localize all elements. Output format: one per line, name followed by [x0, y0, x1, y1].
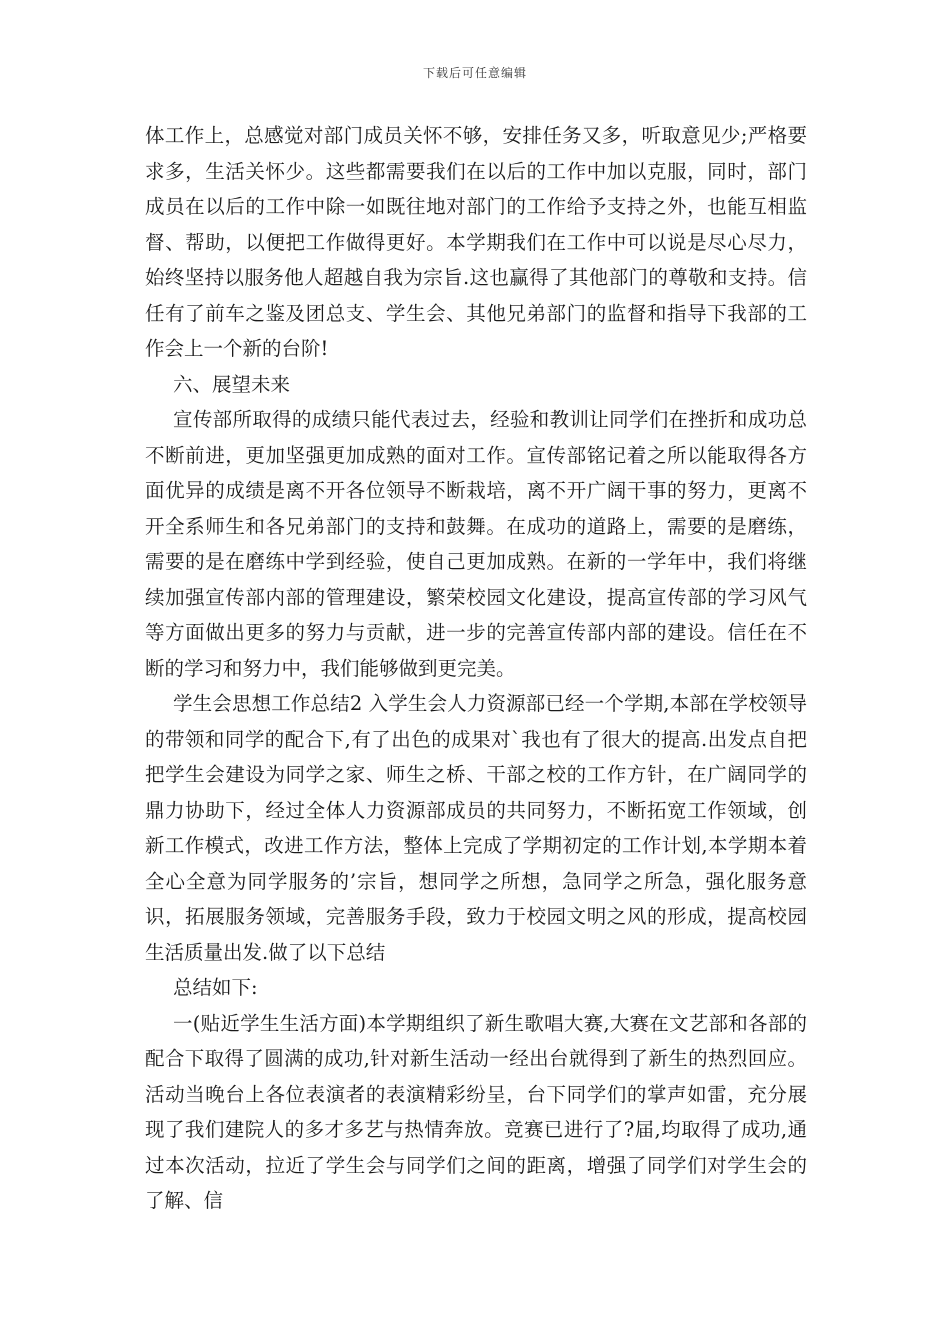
- paragraph-continuation: 体工作上，总感觉对部门成员关怀不够，安排任务又多，听取意见少;严格要求多，生活关怀少。这些都需要我们在以后的工作中加以克服，同时，部门成员在以后的工作中除一如既往地对部门的工作给予支持之外，也能互相监督、帮助，以便把工作做得更好。本学期我们在工作中可以说是尽心尽力，始终坚持以服务他人超越自我为宗旨.这也赢得了其他部门的尊敬和支持。信任有了前车之鉴及团总支、学生会、其他兄弟部门的监督和指导下我部的工作会上一个新的台阶!: [145, 124, 807, 360]
- page-header: 下载后可任意编辑: [422, 66, 527, 80]
- summary-heading: 总结如下:: [173, 976, 258, 999]
- section-heading-outlook: 六、展望未来: [173, 372, 291, 396]
- paragraph-student-life: 一(贴近学生生活方面)本学期组织了新生歌唱大赛,大赛在文艺部和各部的配合下取得了圆满的成功,针对新生活动一经出台就得到了新生的热烈回应。活动当晚台上各位表演者的表演精彩纷呈，台下同学们的掌声如雷，充分展现了我们建院人的多才多艺与热情奔放。竞赛已进行了?届,均取得了成功,通过本次活动，拉近了学生会与同学们之间的距离，增强了同学们对学生会的了解、信: [145, 1011, 807, 1212]
- paragraph-summary-2: 学生会思想工作总结2 入学生会人力资源部已经一个学期,本部在学校领导的带领和同学的配合下,有了出色的成果对`我也有了很大的提高.出发点自把把学生会建设为同学之家、师生之桥、干部之校的工作方针，在广阔同学的鼎力协助下，经过全体人力资源部成员的共同努力，不断拓宽工作领域，创新工作模式，改进工作方法，整体上完成了学期初定的工作计划,本学期本着全心全意为同学服务的’宗旨，想同学之所想，急同学之所急，强化服务意识，拓展服务领域，完善服务手段，致力于校园文明之风的形成，提高校园生活质量出发.做了以下总结: [145, 692, 807, 964]
- paragraph-outlook: 宣传部所取得的成绩只能代表过去，经验和教训让同学们在挫折和成功总不断前进，更加坚强更加成熟的面对工作。宣传部铭记着之所以能取得各方面优异的成绩是离不开各位领导不断栽培，离不开广阔干事的努力，更离不开全系师生和各兄弟部门的支持和鼓舞。在成功的道路上，需要的是磨练，需要的是在磨练中学到经验，使自己更加成熟。在新的一学年中，我们将继续加强宣传部内部的管理建设，繁荣校园文化建设，提高宣传部的学习风气等方面做出更多的努力与贡献，进一步的完善宣传部内部的建设。信任在不断的学习和努力中，我们能够做到更完美。: [145, 408, 807, 680]
- document-body: [145, 118, 807, 1219]
